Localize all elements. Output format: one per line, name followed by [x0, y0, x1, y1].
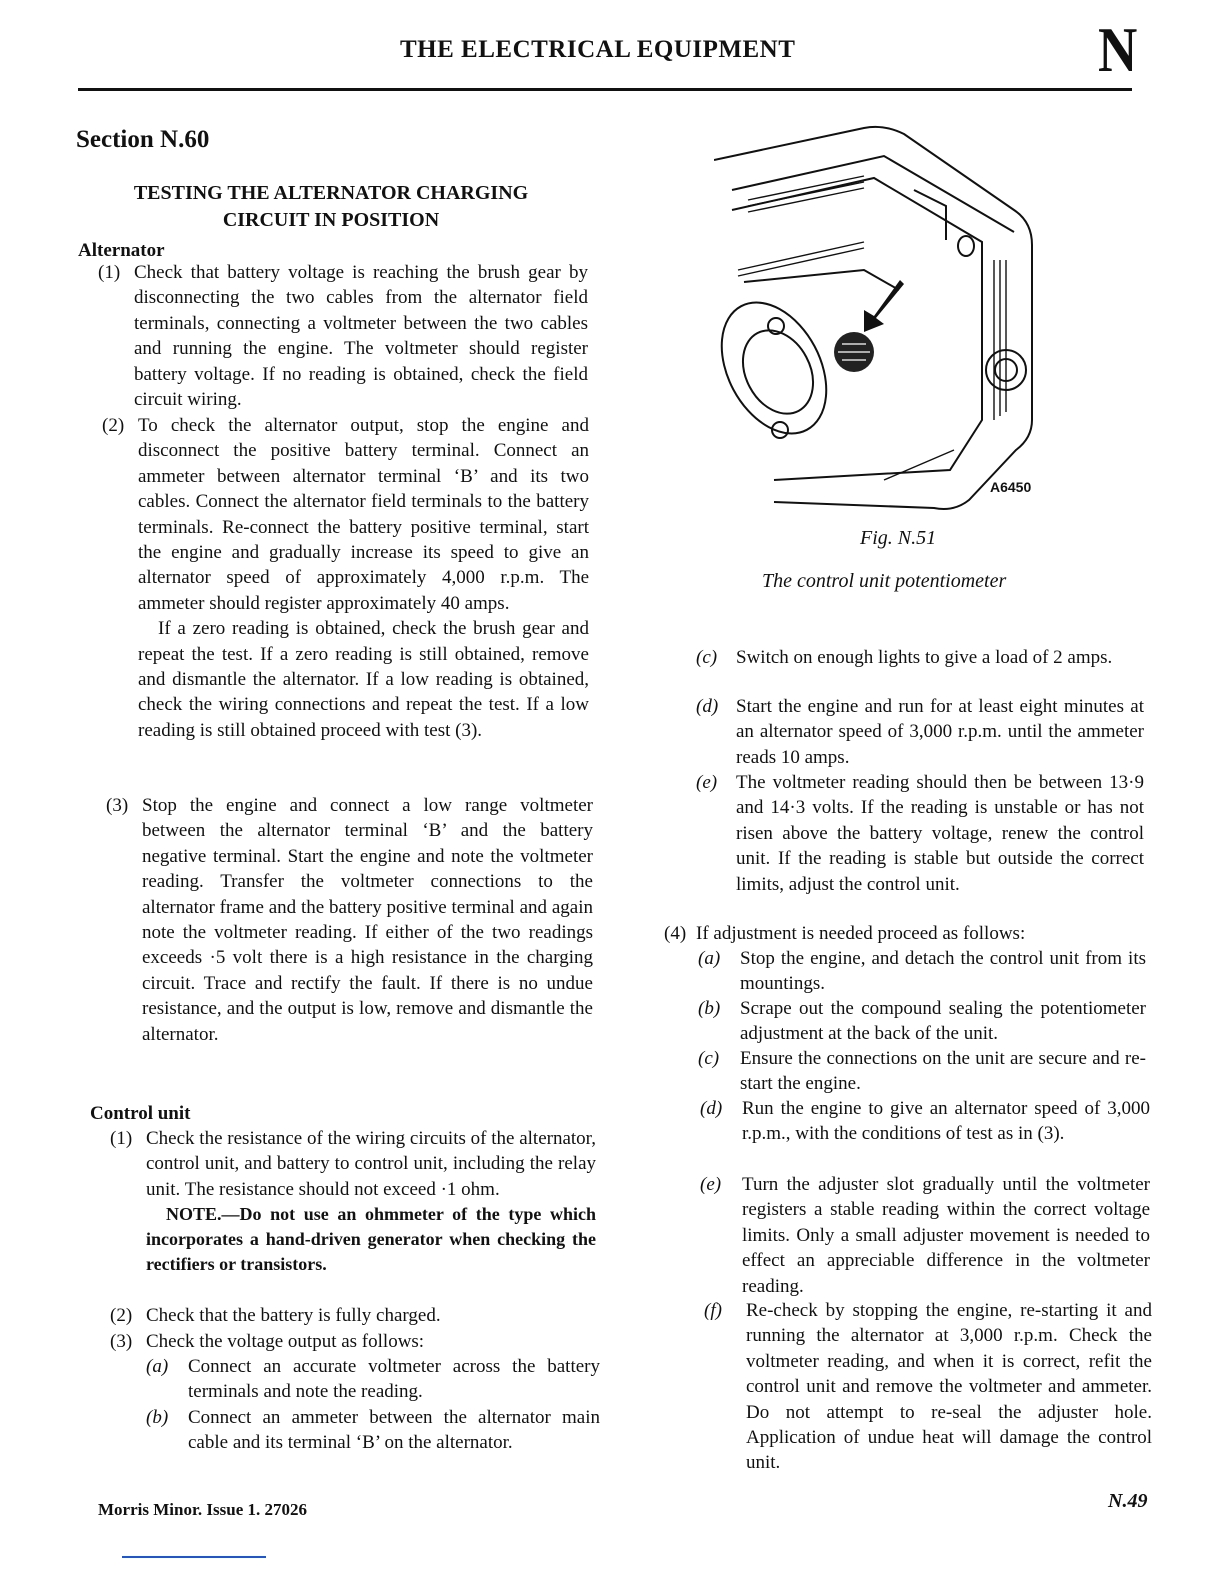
page-number: N.49: [1108, 1490, 1148, 1512]
item-number: (2): [110, 1305, 133, 1326]
adjust-subitem-d: [700, 1096, 1150, 1147]
control-unit-item-3: [110, 1329, 596, 1354]
item-number: (c): [696, 647, 718, 668]
figure-reference-code: A6450: [990, 479, 1032, 495]
control-unit-subitem-a: [146, 1354, 600, 1405]
section-heading: [96, 180, 566, 234]
control-unit-item-2: [110, 1303, 596, 1328]
alternator-subheading: Alternator: [78, 240, 165, 261]
right-subitem-d: [696, 694, 1144, 770]
item-number: (3): [110, 1331, 133, 1352]
adjust-subitem-e: [700, 1172, 1150, 1299]
control-unit-potentiometer-illustration: [714, 120, 1044, 520]
item-number: (c): [698, 1048, 720, 1069]
item-text: Stop the engine, and detach the control unit from its mountings.: [740, 948, 1146, 995]
item-text: Connect an accurate voltmeter across the battery terminals and note the reading.: [188, 1356, 600, 1403]
item-number: (d): [696, 696, 719, 717]
right-subitem-c: [696, 645, 1144, 670]
control-unit-subheading: Control unit: [90, 1103, 191, 1124]
item-number: (e): [696, 772, 718, 793]
alternator-item-3: [106, 793, 593, 1047]
adjust-subitem-a: [698, 946, 1146, 997]
item-number: (b): [146, 1407, 169, 1428]
item-number: (2): [102, 415, 125, 436]
adjust-subitem-f: [704, 1298, 1152, 1476]
item-text: Turn the adjuster slot gradually until the voltmeter registers a stable reading within the correct voltage limits. Only a small adjuster movement is needed to effect an appreciable difference in the voltmeter reading.: [742, 1174, 1150, 1297]
section-title: Section N.60: [76, 126, 210, 153]
chapter-letter: N: [1098, 14, 1138, 85]
item-text: Ensure the connections on the unit are secure and re-start the engine.: [740, 1048, 1146, 1095]
alternator-item-1: [98, 260, 588, 412]
item-text: Run the engine to give an alternator speed of 3,000 r.p.m., with the conditions of test as in (3).: [742, 1098, 1150, 1145]
item-number: (a): [698, 948, 721, 969]
adjust-subitem-c: [698, 1046, 1146, 1097]
item-number: (a): [146, 1356, 169, 1377]
item-text: Check that the battery is fully charged.: [146, 1305, 441, 1326]
control-unit-subitem-b: [146, 1405, 600, 1456]
item-text: Re-check by stopping the engine, re-starting it and running the alternator at 3,000 r.p.m. Check the voltmeter reading, and when it is correct, refit the control unit and remove the voltmeter and ammeter. Do not attempt to re-seal the adjuster hole. Application of undue heat will damage the control unit.: [746, 1300, 1152, 1474]
item-number: (1): [98, 262, 121, 283]
item-text: Check the resistance of the wiring circuits of the alternator, control unit, and battery to control unit, including the relay unit. The resistance should not exceed ·1 ohm.: [146, 1128, 596, 1200]
page-header-title: THE ELECTRICAL EQUIPMENT: [400, 36, 796, 63]
control-unit-item-4: [664, 921, 1144, 946]
item-text: The voltmeter reading should then be between 13·9 and 14·3 volts. If the reading is unstable or has not risen above the battery voltage, renew the control unit. If the reading is stable but outside the correct limits, adjust the control unit.: [736, 772, 1144, 895]
item-number: (b): [698, 998, 721, 1019]
item-text: Check the voltage output as follows:: [146, 1331, 425, 1352]
item-text: If adjustment is needed proceed as follows:: [696, 923, 1026, 944]
item-number: (1): [110, 1128, 133, 1149]
section-heading-line-2: CIRCUIT IN POSITION: [222, 209, 440, 231]
item-number: (4): [664, 923, 687, 944]
item-number: (3): [106, 795, 129, 816]
figure-label: Fig. N.51: [860, 527, 937, 549]
footer-publication-info: Morris Minor. Issue 1. 27026: [98, 1500, 308, 1519]
item-text: Check that battery voltage is reaching the brush gear by disconnecting the two cables from the alternator field terminals, connecting a voltmeter between the two cables and running the engine. The voltmeter should register battery voltage. If no reading is obtained, check the field circuit wiring.: [134, 262, 588, 411]
item-text: Scrape out the compound sealing the potentiometer adjustment at the back of the unit.: [740, 998, 1146, 1045]
item-number: (e): [700, 1174, 722, 1195]
figure-caption: The control unit potentiometer: [762, 570, 1007, 592]
ohmmeter-warning-note: NOTE.—Do not use an ohmmeter of the type which incorporates a hand-driven generator when checking the rectifiers or transistors.: [146, 1204, 596, 1275]
item-text: Stop the engine and connect a low range voltmeter between the alternator terminal ‘B’ and the battery negative terminal. Start the engine and note the voltmeter reading. Transfer the voltmeter connections to the alternator frame and the battery positive terminal and again note the voltmeter reading. If either of the two readings exceeds ·5 volt there is a high resistance in the charging circuit. Trace and rectify the fault. If there is no undue resistance, and the output is low, remove and dismantle the alternator.: [142, 795, 593, 1045]
item-number: (f): [704, 1300, 722, 1321]
alternator-item-2: [102, 413, 589, 743]
item-text: Connect an ammeter between the alternator main cable and its terminal ‘B’ on the alternator.: [188, 1407, 600, 1454]
item-text-continued: If a zero reading is obtained, check the brush gear and repeat the test. If a zero reading is still obtained, remove and dismantle the alternator. If a low reading is obtained, check the wiring connections and repeat the test. If a low reading is still obtained proceed with test (3).: [138, 618, 589, 741]
item-text: Switch on enough lights to give a load of 2 amps.: [736, 647, 1113, 668]
section-heading-line-1: TESTING THE ALTERNATOR CHARGING: [133, 182, 529, 204]
control-unit-item-1: [110, 1126, 596, 1277]
right-subitem-e: [696, 770, 1144, 897]
scan-mark: [122, 1556, 266, 1558]
item-number: (d): [700, 1098, 723, 1119]
adjust-subitem-b: [698, 996, 1146, 1047]
item-text: Start the engine and run for at least eight minutes at an alternator speed of 3,000 r.p.m. until the ammeter reads 10 amps.: [736, 696, 1144, 768]
header-divider: [78, 88, 1132, 91]
item-text: To check the alternator output, stop the engine and disconnect the positive battery terminal. Connect an ammeter between alternator terminal ‘B’ and its two cables. Connect the alternator field terminals to the battery terminals. Re-connect the battery positive terminal, start the engine and gradually increase its speed to give an alternator speed of approximately 4,000 r.p.m. The ammeter should register approximately 40 amps.: [138, 415, 589, 614]
